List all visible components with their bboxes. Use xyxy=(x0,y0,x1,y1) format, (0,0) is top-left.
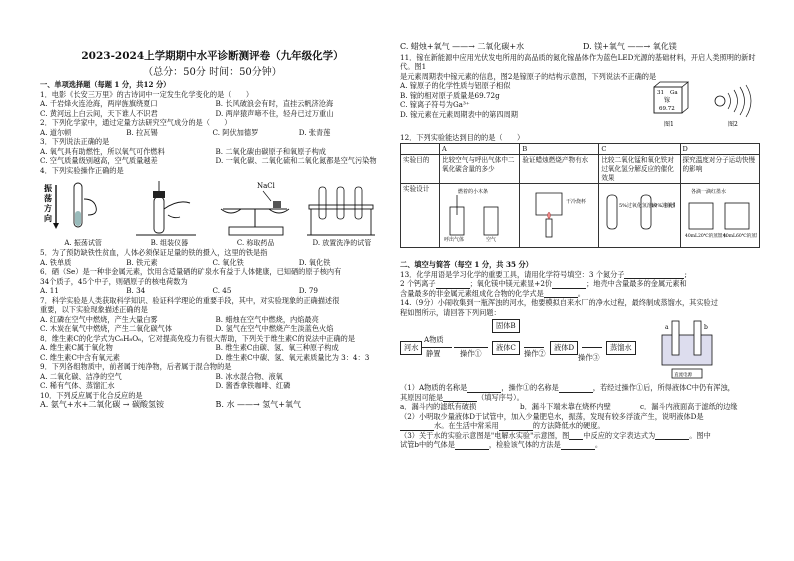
answer-blank[interactable] xyxy=(624,271,684,279)
purification-flowchart xyxy=(400,317,760,383)
question-10-options-ab xyxy=(40,400,385,411)
option: D. 镓元素在元素周期表中的第四周期 xyxy=(400,109,518,119)
answer-blank[interactable] xyxy=(499,423,533,431)
option: D. 镁+氧气 ——→ 氧化镁 xyxy=(583,42,677,51)
question-10: 10．下列反应属于化合反应的是 xyxy=(40,390,143,400)
design-d-drawing xyxy=(683,185,757,243)
option: A. 铁单质 xyxy=(40,257,72,267)
gallium-atomic-number: 31 xyxy=(657,90,664,97)
question-13: 13．化学用语是学习化学的重要工具，请用化学符号填空：3 个氮分子 ; xyxy=(400,269,687,279)
option: A. 11 xyxy=(40,286,59,296)
node-liquid-c: 液体C xyxy=(492,341,520,355)
question-11-options xyxy=(400,81,630,119)
question-6-cont: 34个质子，45个中子，则硒原子的核电荷数为 xyxy=(40,276,188,286)
gallium-mass: 69.72 xyxy=(659,106,675,113)
assemble-drawing xyxy=(126,179,212,239)
question-13-text-b: 2 个钙离子 xyxy=(400,279,436,289)
question-4-captions xyxy=(40,239,385,248)
choice: b．漏斗下端未靠在烧杯内壁 xyxy=(520,402,611,412)
design-note: 燃着的小木条 xyxy=(458,189,489,196)
gallium-name: 镓 xyxy=(664,97,671,105)
section-2-heading: 二、填空与简答（每空 1 分，共 35 分） xyxy=(400,260,533,270)
option: B. 水 ——→ 氢气+氧气 xyxy=(215,400,301,410)
answer-blank[interactable] xyxy=(467,385,501,393)
arrow xyxy=(524,347,544,348)
design-cell-d xyxy=(680,184,759,248)
answer-blank[interactable] xyxy=(552,281,586,289)
design-cell-b xyxy=(520,184,599,248)
label-op2: 操作② xyxy=(524,349,546,359)
arrow xyxy=(454,347,488,348)
option: C. 45 xyxy=(212,286,232,296)
table-header-cell: D xyxy=(680,143,759,155)
figure-place-tubes xyxy=(299,179,385,239)
table-row xyxy=(401,184,760,248)
label-still: 静置 xyxy=(426,349,441,359)
question-9: 9．下列各组物质中，前者属于纯净物，后者属于混合物的是 xyxy=(40,362,232,372)
question-6-options xyxy=(40,286,385,296)
option: D. 一氧化碳、二氧化硫和二氧化氮都是空气污染物 xyxy=(215,156,377,165)
caption: B. 组装仪器 xyxy=(150,239,189,247)
answer-blank[interactable] xyxy=(436,281,470,289)
figure-weigh-chemical xyxy=(213,179,299,239)
balance-drawing xyxy=(213,179,299,239)
question-12: 12．下列实验能达到目的的是（ ） xyxy=(400,133,525,143)
answer-blank[interactable] xyxy=(561,442,595,450)
question-2-options xyxy=(40,128,385,138)
option: A. 红磷在空气中燃烧，产生大量白雾 xyxy=(40,314,158,324)
table-header-cell: C xyxy=(599,143,680,155)
option: C. 空气质量级别越高，空气质量越差 xyxy=(40,156,158,165)
design-note: 40mL60℃的蒸 xyxy=(722,234,756,240)
option: A. 千岩烽火连沧海，两岸旌旗绕夏口 xyxy=(40,99,158,108)
option: A. 氧气具有助燃性，所以氧气可作燃料 xyxy=(40,146,165,156)
text: 水。在生活中常采用 xyxy=(434,421,499,431)
question-5: 5．为了预防缺铁性贫血，人体必须保证足量的铁的摄入，这里的铁是指 xyxy=(40,248,268,258)
design-cell-a xyxy=(440,184,520,248)
question-13-text-e: 含量最多的非金属元素组成化合物的化学式是 xyxy=(400,288,544,298)
table-row xyxy=(401,155,760,184)
table-cell: 比较二氧化锰和氧化铁对过氧化氢分解反应的催化效果 xyxy=(599,155,680,184)
nacl-label: NaCl xyxy=(256,182,275,190)
choice: a．漏斗内的滤纸有破损 xyxy=(400,402,477,412)
option: C. 氧化铁 xyxy=(212,257,244,267)
answer-blank[interactable] xyxy=(544,290,578,298)
option: C. 阿伏加德罗 xyxy=(212,127,259,137)
question-7-options xyxy=(40,315,385,334)
question-13-text: 13．化学用语是学习化学的重要工具，请用化学符号填空：3 个氮分子 xyxy=(400,269,625,279)
design-note: 各滴一滴红墨水 xyxy=(690,189,726,196)
option: D. 酱香拿铁咖啡、红磷 xyxy=(215,381,291,391)
figure-2-label: 图2 xyxy=(728,121,738,129)
table-header-cell: A xyxy=(440,143,520,155)
option: D. 79 xyxy=(298,286,318,296)
table-row-label: 实验设计 xyxy=(401,184,440,248)
label-substance-a: A物质 xyxy=(424,335,444,345)
text: 其原因可能是 xyxy=(400,392,444,402)
answer-blank[interactable] xyxy=(655,432,689,440)
power-source-label: 直流电源 xyxy=(674,373,692,379)
option: C. 木炭在氧气中燃烧，产生二氧化碳气体 xyxy=(40,324,173,334)
answer-blank[interactable] xyxy=(569,432,583,440)
option: C. 蜡烛+氧气 ——→ 二氧化碳+水 xyxy=(400,42,525,51)
design-note: 空气 xyxy=(486,237,497,244)
design-note: 干冷烧杯 xyxy=(566,199,587,206)
question-13-text-d: ；地壳中含量最多的金属元素和 xyxy=(586,279,687,289)
answer-blank[interactable] xyxy=(559,385,593,393)
figure-shake-tube xyxy=(40,179,126,239)
table-cell: 探究温度对分子运动快慢的影响 xyxy=(680,155,759,184)
text: （1）A物质的名称是 xyxy=(400,383,468,393)
option: B. 镓的相对原子质量是69.72g xyxy=(400,90,500,100)
question-5-options xyxy=(40,258,385,268)
option: A. 镓原子的化学性质与铝原子相似 xyxy=(400,81,511,91)
table-header-row xyxy=(401,143,760,155)
electrolysis-apparatus xyxy=(656,317,720,383)
question-3: 3．下列说法正确的是 xyxy=(40,137,110,146)
answer-blank[interactable] xyxy=(400,423,434,431)
arrow xyxy=(582,347,602,348)
option: B. 维生素C由碳、氢、氧三种原子构成 xyxy=(215,343,339,353)
choice: c．漏斗内液面高于滤纸的边缘 xyxy=(640,402,738,412)
node-distilled-water: 蒸馏水 xyxy=(606,341,636,355)
option: D. 维生素C中碳、氢、氧元素质量比为 3：4：3 xyxy=(215,352,370,362)
node-solid-b: 固体B xyxy=(492,319,520,333)
right-column xyxy=(400,42,760,450)
left-column xyxy=(40,80,385,411)
caption: D. 放置洗净的试管 xyxy=(312,239,372,247)
question-13-line2 xyxy=(400,279,760,289)
question-11: 11．镓在新能源中应用光伏发电所用的高品质的氮化镓晶体作为蓝色LED光源的基础材料，开启人类照明的新时代。图1 xyxy=(400,52,756,72)
option: B. 二氧化碳由碳原子和氧原子构成 xyxy=(215,146,326,156)
question-14-2 xyxy=(400,412,760,422)
question-9-options xyxy=(40,372,385,391)
text: ，若经过操作①后，所得液体C中仍有浑浊， xyxy=(592,383,735,393)
option: B. 34 xyxy=(126,286,146,296)
option: C. 维生素C中含有氧元素 xyxy=(40,352,121,362)
option: A. 道尔顿 xyxy=(40,127,72,137)
question-12-table xyxy=(400,143,760,249)
question-14: 14.（9分）小闹收集到一瓶浑浊的河水，他要模拟自来水厂的净水过程，最终制成蒸馏水，其实验过 xyxy=(400,298,718,308)
node-river-water: 河水 xyxy=(400,341,422,355)
question-7-cont: 重要，以下实验现象描述正确的是 xyxy=(40,305,148,315)
shake-label-3: 方 xyxy=(44,203,52,213)
table-cell: 验证蜡烛燃烧产物有水 xyxy=(520,155,599,184)
question-3-options xyxy=(40,147,385,166)
question-13-line3: 含量最多的非金属元素组成化合物的化学式是 。 xyxy=(400,288,585,298)
text: 的方法降低水的硬度。 xyxy=(532,421,605,431)
text: 中反应的文字表达式为 xyxy=(583,430,656,440)
text: 试管b中的气体是 xyxy=(400,440,455,450)
figure-1-label: 图1 xyxy=(664,121,674,129)
shake-label-2: 荡 xyxy=(44,193,52,203)
arrow xyxy=(422,347,452,348)
table-header-cell: B xyxy=(520,143,599,155)
option: D. 张青莲 xyxy=(298,127,331,137)
tube-a-label: a xyxy=(665,324,669,332)
text: ，检验该气体的方法是 xyxy=(488,440,561,450)
question-6: 6．硒（Se）是一种非金属元素，饮用含适量硒的矿泉水有益于人体健康，已知硒的原子核内有 xyxy=(40,267,342,277)
caption: A. 振荡试管 xyxy=(64,239,102,247)
question-2: 2．下列化学家中，通过定量方法研究空气成分的是（ ） xyxy=(40,118,232,127)
option: A. 维生素C属于氧化物 xyxy=(40,343,113,353)
question-13-text-c: ；氧化镁中镁元素显+2价 xyxy=(469,279,553,289)
tube-b-label: b xyxy=(704,324,708,332)
shake-label-1: 振 xyxy=(44,183,52,193)
answer-blank[interactable] xyxy=(455,442,489,450)
caption: C. 称取药品 xyxy=(236,239,275,247)
question-14-cont: 程如图所示，请回答下列问题： xyxy=(400,307,501,317)
text: ，操作①的名称是 xyxy=(501,383,559,393)
table-header-cell xyxy=(401,143,440,155)
design-a-drawing xyxy=(442,185,516,243)
option: D. 氢气在空气中燃烧产生淡蓝色火焰 xyxy=(215,324,334,334)
shake-label-4: 向 xyxy=(44,213,52,223)
design-cell-c xyxy=(599,184,680,248)
design-note: 呼出气体 xyxy=(444,237,465,244)
question-14-1 xyxy=(400,383,760,393)
option: C. 镓离子符号为Ga³⁺ xyxy=(400,100,470,110)
question-11-body xyxy=(400,81,760,133)
table-cell: 比较空气与呼出气体中二氧化碳含量的多少 xyxy=(440,155,520,184)
question-7: 7．科学实验是人类获取科学知识、验证科学理论的重要手段，其中，对实验现象的正确描述很 xyxy=(40,295,340,305)
design-b-drawing xyxy=(522,185,596,243)
question-11-cont: 是元素周期表中镓元素的信息，图2是镓原子的结构示意图，下列说法不正确的是 xyxy=(400,71,657,81)
question-8-options xyxy=(40,343,385,362)
figure-assemble-apparatus xyxy=(126,179,212,239)
question-14-3 xyxy=(400,431,760,441)
design-c-drawing xyxy=(601,185,675,243)
design-note: 5%过氧化氢溶液 二氧化锰 xyxy=(619,203,676,210)
text: （2）小明取少量液体D于试管中，加入少量肥皂水，振荡，发现有较多浮渣产生，说明液体D是 xyxy=(400,411,704,421)
option: D. 氧化铁 xyxy=(298,257,331,267)
node-liquid-d: 液体D xyxy=(550,341,578,355)
gallium-symbol: Ga xyxy=(670,90,678,97)
option: B. 拉瓦锡 xyxy=(126,127,158,137)
page-subtitle: （总分：50分 时间：50分钟） xyxy=(143,67,282,78)
question-14-1-cont xyxy=(400,393,760,403)
gallium-figures xyxy=(650,81,760,133)
text: （3）关于水的实验示意图是"电解水实验"示意图，图 xyxy=(400,430,570,440)
answer-blank[interactable] xyxy=(443,394,477,402)
question-10-options-cd xyxy=(400,42,760,53)
section-1-heading: 一、单项选择题（每题 1 分，共12 分） xyxy=(40,80,171,89)
label-op1: 操作① xyxy=(460,349,482,359)
option: B. 铁元素 xyxy=(126,257,158,267)
question-1: 1．电影《长安三万里》的古诗词中一定发生化学变化的是（ ） xyxy=(40,89,254,99)
design-note: 40mL20℃的蒸馏水 xyxy=(684,234,727,240)
design-note: 10%过氧化 xyxy=(651,203,676,210)
question-14-choices xyxy=(400,402,760,412)
question-4: 4．下列实验操作正确的是 xyxy=(40,165,124,175)
label-op3: 操作③ xyxy=(578,353,600,363)
option: A. 二氧化碳、洁净的空气 xyxy=(40,371,122,381)
question-8: 8．维生素C的化学式为C₆H₈O₆，它对提高免疫力有很大帮助，下列关于维生素C的说法中正确的是 xyxy=(40,333,356,343)
question-1-options xyxy=(40,99,385,118)
table-row-label: 实验目的 xyxy=(401,155,440,184)
page-title: 2023-2024上学期期中水平诊断测评卷（九年级化学） xyxy=(81,50,344,62)
text: （填写序号）。 xyxy=(477,392,524,402)
question-14-2-cont xyxy=(400,421,760,431)
option: C. 黄河远上白云间，天下谁人不识君 xyxy=(40,108,158,118)
option: B. 长风破浪会有时，直挂云帆济沧海 xyxy=(215,99,334,108)
option: B. 冰水混合物、液氧 xyxy=(215,371,283,381)
option: B. 蜡烛在空气中燃烧，内焰最亮 xyxy=(215,314,319,324)
option: D. 两岸猿声啼不住，轻舟已过万重山 xyxy=(215,108,334,118)
text: 。图中 xyxy=(689,430,711,440)
shake-tube-drawing xyxy=(40,179,126,239)
option: C. 稀有气体、蒸馏汇水 xyxy=(40,381,115,391)
question-14-3-cont: 试管b中的气体是 ，检验该气体的方法是 。 xyxy=(400,440,603,450)
option: A. 氨气+水+二氧化碳 → 碳酸氢铵 xyxy=(40,400,165,410)
question-4-figures xyxy=(40,175,385,239)
tube-rack-drawing xyxy=(299,179,385,239)
